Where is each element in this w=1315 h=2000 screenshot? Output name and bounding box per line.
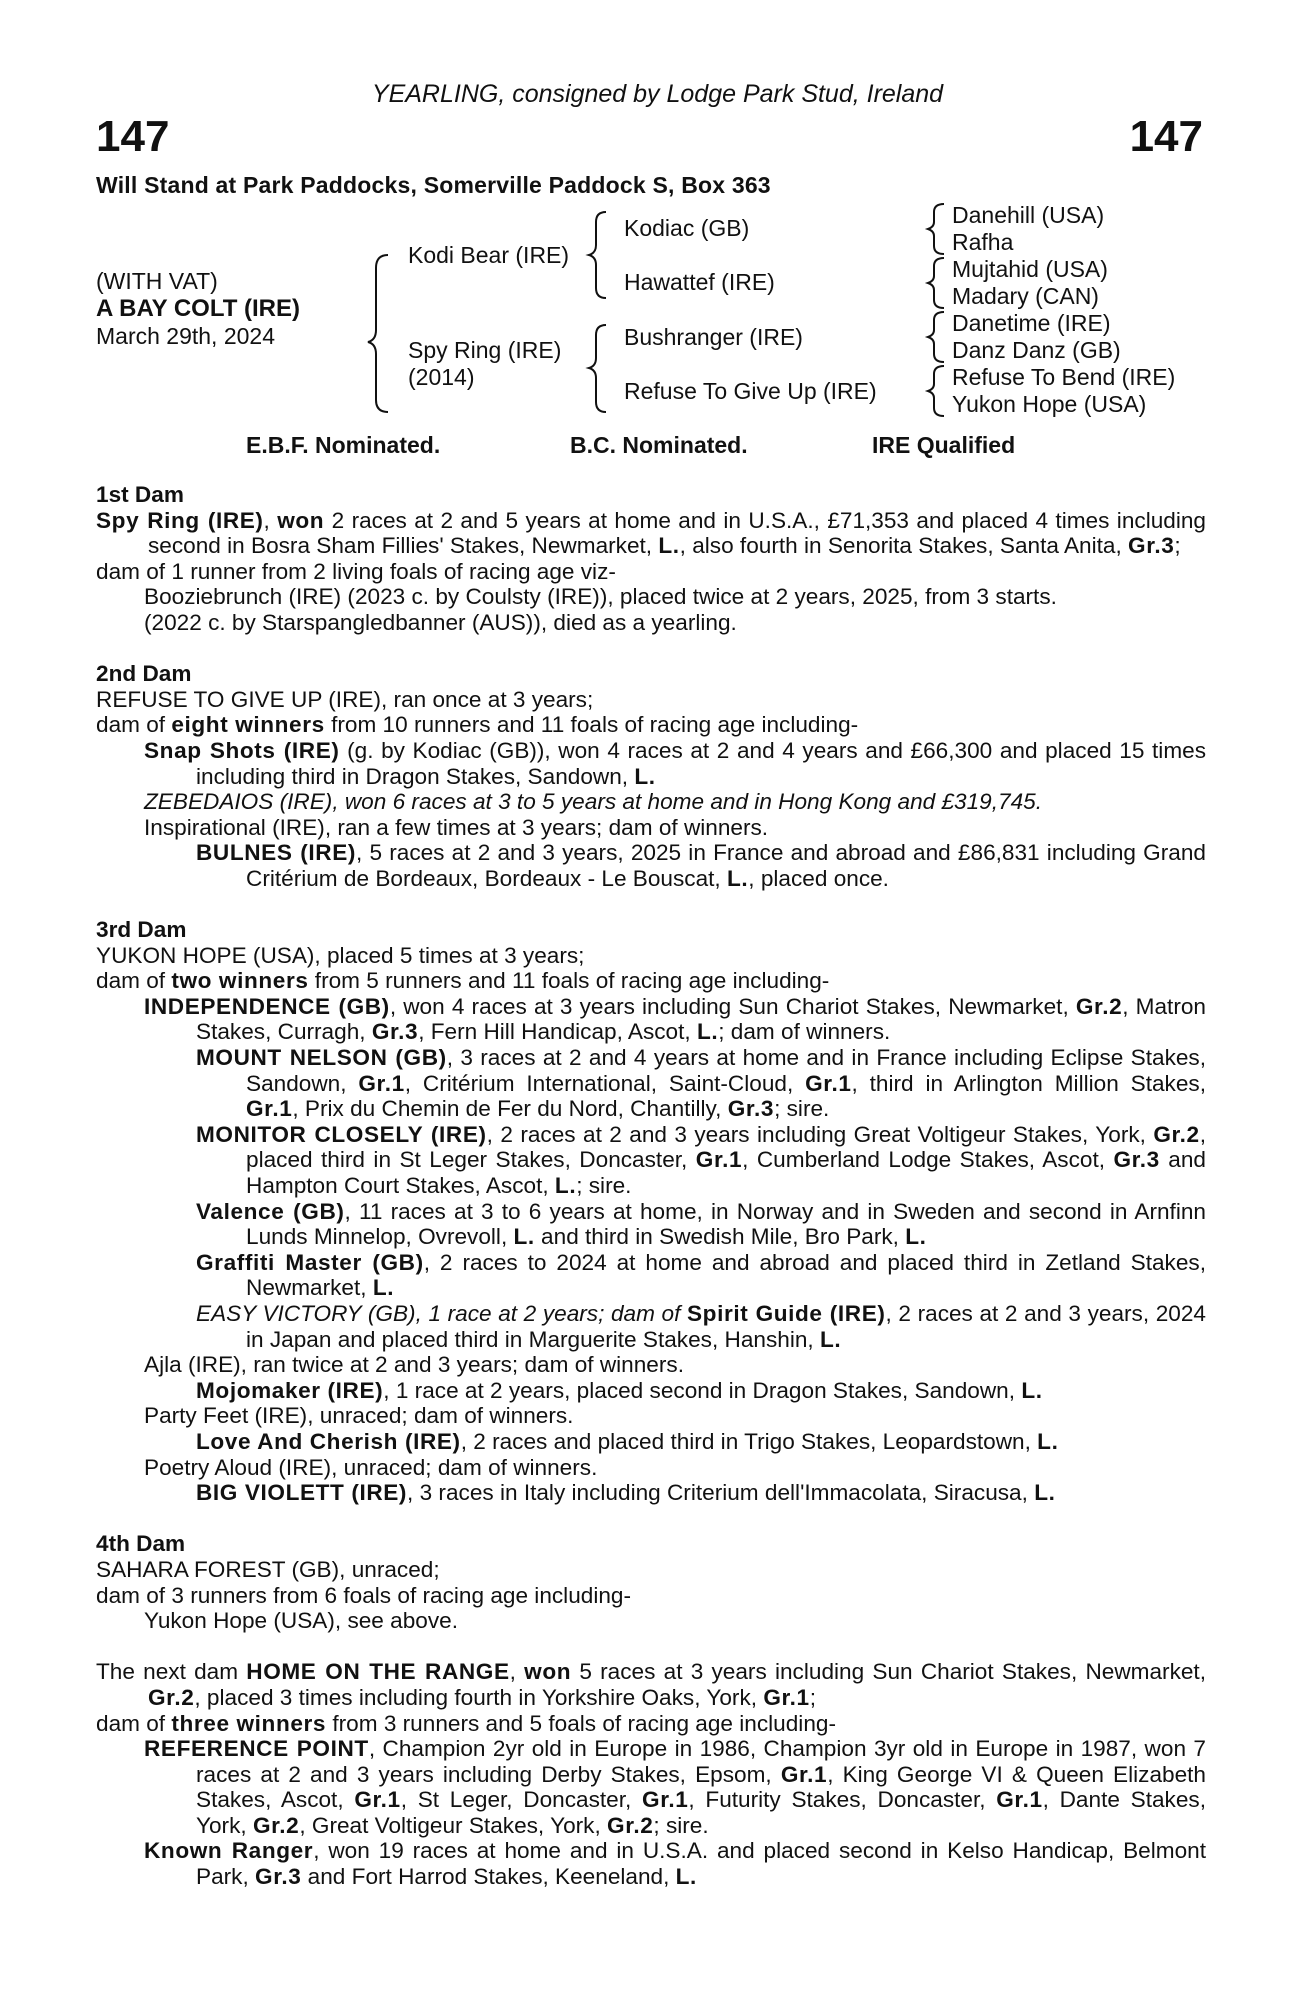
entry-text: L. bbox=[675, 1864, 697, 1890]
record-entry bbox=[96, 712, 1206, 738]
section-5 bbox=[96, 1659, 1206, 1889]
entry-text: from 5 runners and 11 foals of racing age including- bbox=[308, 968, 830, 994]
entry-text: Love And Cherish (IRE) bbox=[196, 1428, 461, 1454]
lot-subtitle: YEARLING, consigned by Lodge Park Stud, Ireland bbox=[371, 80, 944, 108]
entry-text: Gr.1 bbox=[246, 1096, 293, 1122]
horse-name: A BAY COLT (IRE) bbox=[96, 295, 301, 322]
entry-text: Gr.1 bbox=[695, 1147, 743, 1173]
record-entry bbox=[96, 994, 1206, 1045]
entry-text: YUKON HOPE (USA), placed 5 times at 3 years; bbox=[96, 942, 585, 968]
entry-text: Gr.3 bbox=[1113, 1147, 1160, 1173]
record-entry bbox=[96, 1736, 1206, 1838]
entry-text: two winners bbox=[171, 968, 309, 994]
record-entry bbox=[96, 1838, 1206, 1889]
entry-text: Gr.1 bbox=[805, 1070, 852, 1096]
entry-text: , 2 races at 2 and 3 years including Great Voltigeur Stakes, York, bbox=[486, 1121, 1154, 1147]
entry-text: , won 6 races at 3 to 5 years at home and in Hong Kong and £319,745. bbox=[332, 789, 1042, 815]
record-entry bbox=[96, 1199, 1206, 1250]
entry-text: Yukon Hope (USA), see above. bbox=[144, 1608, 458, 1634]
stand-location: Will Stand at Park Paddocks, Somerville Paddock S, Box 363 bbox=[96, 172, 771, 198]
entry-text: Booziebrunch (IRE) (2023 c. by Coulsty (IRE)), placed twice at 2 years, 2025, from 3 starts. bbox=[144, 584, 1057, 610]
ebf-nomination: E.B.F. Nominated. bbox=[246, 432, 441, 458]
entry-text: Gr.2 bbox=[607, 1812, 654, 1838]
record-entry bbox=[96, 1659, 1206, 1710]
entry-text: ; sire. bbox=[653, 1812, 709, 1838]
entry-text: , won 19 races at home and in U.S.A. and placed second in Kelso Handicap, Belmont Park, bbox=[196, 1838, 1206, 1890]
record-entry bbox=[96, 1378, 1206, 1404]
entry-text: L. bbox=[554, 1173, 577, 1199]
record-entry bbox=[96, 1711, 1206, 1737]
entry-text: dam of bbox=[96, 1710, 172, 1736]
brace-refuse bbox=[928, 366, 944, 416]
record-entry bbox=[96, 1301, 1206, 1352]
entry-text: won bbox=[277, 507, 325, 533]
entry-text: Gr.1 bbox=[763, 1684, 810, 1710]
entry-text: EASY VICTORY (GB) bbox=[196, 1301, 416, 1326]
entry-text: , Dante Stakes, York, bbox=[196, 1787, 1206, 1838]
lot-number-right: 147 bbox=[1129, 112, 1203, 161]
record-entry bbox=[96, 738, 1206, 789]
dam-name: Spy Ring (IRE) bbox=[408, 337, 562, 363]
entry-text: BULNES (IRE) bbox=[196, 840, 356, 866]
entry-text: MONITOR CLOSELY (IRE) bbox=[196, 1121, 487, 1147]
entry-text: L. bbox=[1021, 1377, 1043, 1403]
entry-text: , 2 races and placed third in Trigo Stakes, Leopardstown, bbox=[460, 1428, 1038, 1454]
entry-text: INDEPENDENCE (GB) bbox=[144, 993, 390, 1019]
horse-dob: March 29th, 2024 bbox=[96, 323, 276, 349]
entry-text: , 3 races in Italy including Criterium dell'Immacolata, Siracusa, bbox=[407, 1480, 1035, 1506]
entry-text: , Cumberland Lodge Stakes, Ascot, bbox=[742, 1147, 1114, 1173]
ire-qualified: IRE Qualified bbox=[872, 432, 1016, 458]
entry-text: ZEBEDAIOS (IRE) bbox=[144, 789, 333, 815]
record-entry bbox=[96, 840, 1206, 891]
entry-text: , placed once. bbox=[748, 865, 889, 891]
section-heading: 3rd Dam bbox=[96, 917, 187, 943]
entry-text: ; bbox=[809, 1684, 816, 1710]
entry-text: , third in Arlington Million Stakes, bbox=[851, 1070, 1206, 1096]
entry-text: and Fort Harrod Stakes, Keeneland, bbox=[301, 1864, 676, 1890]
entry-text: Gr.3 bbox=[371, 1019, 419, 1045]
produce-record bbox=[96, 482, 1206, 1890]
entry-text: L. bbox=[1034, 1480, 1056, 1506]
entry-text: Spirit Guide (IRE) bbox=[687, 1301, 886, 1326]
brace-bushranger bbox=[928, 312, 944, 362]
entry-text: , 1 race at 2 years, placed second in Dragon Stakes, Sandown, bbox=[383, 1377, 1022, 1403]
entry-text: eight winners bbox=[171, 712, 325, 738]
entry-text: , Futurity Stakes, Doncaster, bbox=[688, 1787, 997, 1813]
entry-text: Gr.1 bbox=[996, 1787, 1043, 1813]
section-heading: 4th Dam bbox=[96, 1531, 186, 1557]
entry-text: , 2 races at 2 and 3 years, 2024 in Japan and placed third in Marguerite Stakes, Hanshin, bbox=[246, 1301, 1207, 1352]
brace-sire bbox=[589, 212, 606, 298]
entry-text: (2022 c. by Starspangledbanner (AUS)), died as a yearling. bbox=[144, 609, 737, 635]
entry-text: Gr.1 bbox=[358, 1070, 405, 1096]
entry-text: L. bbox=[696, 1019, 719, 1045]
entry-text: L. bbox=[513, 1224, 535, 1250]
brace-gen1 bbox=[368, 255, 388, 412]
entry-text: ; bbox=[1174, 533, 1181, 559]
record-entry bbox=[96, 1045, 1206, 1122]
gen4-danetime: Danetime (IRE) bbox=[952, 310, 1111, 336]
record-entry bbox=[96, 1403, 1206, 1429]
entry-text: Gr.3 bbox=[1128, 533, 1175, 559]
entry-text: Party Feet (IRE), unraced; dam of winners. bbox=[144, 1403, 574, 1429]
entry-text: , placed 3 times including fourth in Yorkshire Oaks, York, bbox=[194, 1684, 764, 1710]
entry-text: REFUSE TO GIVE UP (IRE), ran once at 3 years; bbox=[96, 686, 594, 712]
entry-text: HOME ON THE RANGE bbox=[246, 1659, 510, 1685]
gen4-yukon-hope: Yukon Hope (USA) bbox=[952, 391, 1147, 417]
section-heading: 1st Dam bbox=[96, 482, 184, 507]
entry-text: The next dam bbox=[96, 1659, 247, 1685]
entry-text: Gr.3 bbox=[255, 1864, 302, 1890]
entry-text: , placed third in St Leger Stakes, Doncaster, bbox=[246, 1121, 1206, 1173]
gen4-madary: Madary (CAN) bbox=[952, 283, 1099, 309]
entry-text: Gr.1 bbox=[354, 1787, 401, 1813]
entry-text: SAHARA FOREST (GB), unraced; bbox=[96, 1556, 440, 1582]
entry-text: 2 races at 2 and 5 years at home and in U.S.A., £71,353 and placed 4 times including second in Bosra Sham Fillies' Stakes, Newmarket, bbox=[148, 507, 1206, 559]
entry-text: REFERENCE POINT bbox=[144, 1736, 369, 1762]
entry-text: dam of bbox=[96, 712, 172, 738]
record-entry bbox=[96, 1429, 1206, 1455]
entry-text: dam of 1 runner from 2 living foals of racing age viz- bbox=[96, 558, 616, 584]
record-entry bbox=[96, 1352, 1206, 1378]
entry-text: , 1 race at 2 years; dam of bbox=[415, 1301, 688, 1326]
record-entry bbox=[96, 508, 1206, 559]
gen4-mujtahid: Mujtahid (USA) bbox=[952, 256, 1108, 282]
entry-text: L. bbox=[372, 1275, 395, 1301]
bc-nomination: B.C. Nominated. bbox=[570, 432, 748, 458]
entry-text: ; dam of winners. bbox=[718, 1019, 891, 1045]
entry-text: Gr.2 bbox=[252, 1812, 300, 1838]
record-entry bbox=[96, 1557, 1206, 1583]
entry-text: from 3 runners and 5 foals of racing age including- bbox=[326, 1710, 836, 1736]
gen4-danehill: Danehill (USA) bbox=[952, 202, 1105, 228]
record-entry bbox=[96, 1480, 1206, 1506]
entry-text: three winners bbox=[171, 1710, 327, 1736]
entry-text: L. bbox=[819, 1326, 842, 1352]
gen4-rafha: Rafha bbox=[952, 229, 1014, 255]
brace-dam bbox=[589, 325, 606, 412]
record-entry bbox=[96, 584, 1206, 610]
brace-hawattef bbox=[928, 258, 944, 308]
entry-text: Inspirational (IRE), ran a few times at 3 years; dam of winners. bbox=[144, 814, 769, 840]
entry-text: , bbox=[263, 507, 278, 533]
entry-text: , St Leger, Doncaster, bbox=[400, 1787, 643, 1813]
record-entry bbox=[96, 815, 1206, 841]
entry-text: , Critérium International, Saint-Cloud, bbox=[404, 1070, 806, 1096]
gen4-danz-danz: Danz Danz (GB) bbox=[952, 337, 1121, 363]
section-1 bbox=[96, 482, 1206, 636]
brace-kodiac bbox=[928, 204, 944, 254]
section-3 bbox=[96, 917, 1206, 1506]
record-entry bbox=[96, 1122, 1206, 1199]
record-entry bbox=[96, 559, 1206, 585]
gen3-kodiac: Kodiac (GB) bbox=[624, 215, 750, 241]
entry-text: , 2 races to 2024 at home and abroad and placed third in Zetland Stakes, Newmarket, bbox=[246, 1249, 1206, 1301]
vat-note: (WITH VAT) bbox=[96, 268, 218, 294]
entry-text: , also fourth in Senorita Stakes, Santa Anita, bbox=[679, 533, 1129, 559]
entry-text: BIG VIOLETT (IRE) bbox=[196, 1480, 408, 1506]
entry-text: , 5 races at 2 and 3 years, 2025 in France and abroad and £86,831 including Grand Critérium de Bordeaux, Bordeaux - Le Bouscat, bbox=[246, 840, 1206, 891]
entry-text: (g. by Kodiac (GB)), won 4 races at 2 and 4 years and £66,300 and placed 15 times including third in Dragon Stakes, Sandown, bbox=[196, 737, 1206, 789]
record-entry bbox=[96, 687, 1206, 713]
record-entry bbox=[96, 968, 1206, 994]
record-entry bbox=[96, 943, 1206, 969]
entry-text: , Great Voltigeur Stakes, York, bbox=[299, 1812, 608, 1838]
entry-text: L. bbox=[1037, 1428, 1059, 1454]
entry-text: L. bbox=[658, 533, 680, 559]
entry-text: Gr.1 bbox=[780, 1761, 828, 1787]
entry-text: and third in Swedish Mile, Bro Park, bbox=[534, 1224, 906, 1250]
entry-text: Valence (GB) bbox=[196, 1198, 345, 1224]
entry-text: , won 4 races at 3 years including Sun Chariot Stakes, Newmarket, bbox=[389, 993, 1076, 1019]
section-2 bbox=[96, 661, 1206, 891]
entry-text: ; sire. bbox=[774, 1096, 830, 1122]
dam-year: (2014) bbox=[408, 364, 475, 390]
gen3-refuse-to-give-up: Refuse To Give Up (IRE) bbox=[624, 378, 877, 404]
entry-text: Gr.3 bbox=[727, 1096, 775, 1122]
entry-text: L. bbox=[634, 763, 656, 789]
entry-text: dam of bbox=[96, 968, 172, 994]
gen4-refuse-to-bend: Refuse To Bend (IRE) bbox=[952, 364, 1176, 390]
entry-text: 5 races at 3 years including Sun Chariot Stakes, Newmarket, bbox=[571, 1659, 1206, 1685]
lot-number-left: 147 bbox=[96, 112, 170, 161]
entry-text: Mojomaker (IRE) bbox=[196, 1377, 384, 1403]
entry-text: ; sire. bbox=[576, 1173, 632, 1199]
record-entry bbox=[96, 1583, 1206, 1609]
entry-text: from 10 runners and 11 foals of racing age including- bbox=[324, 712, 859, 738]
entry-text: , Champion 2yr old in Europe in 1986, Champion 3yr old in Europe in 1987, won 7 races at 2 and 3 years including Derby Stakes, Epsom, bbox=[196, 1736, 1206, 1787]
entry-text: , 3 races at 2 and 4 years at home and in France including Eclipse Stakes, Sandown, bbox=[246, 1045, 1207, 1096]
entry-text: L. bbox=[727, 865, 749, 891]
entry-text: , Prix du Chemin de Fer du Nord, Chantilly, bbox=[292, 1096, 728, 1122]
record-entry bbox=[96, 1608, 1206, 1634]
entry-text: and Hampton Court Stakes, Ascot, bbox=[246, 1147, 1206, 1199]
entry-text: , King George VI & Queen Elizabeth Stakes, Ascot, bbox=[196, 1761, 1206, 1813]
section-4 bbox=[96, 1531, 1206, 1633]
entry-text: , Fern Hill Handicap, Ascot, bbox=[418, 1019, 697, 1045]
entry-text: MOUNT NELSON (GB) bbox=[196, 1045, 447, 1071]
entry-text: , 11 races at 3 to 6 years at home, in Norway and in Sweden and second in Arnfinn Lunds Minnelop, Ovrevoll, bbox=[246, 1198, 1206, 1250]
entry-text: , Matron Stakes, Curragh, bbox=[196, 993, 1206, 1045]
section-heading: 2nd Dam bbox=[96, 661, 192, 687]
entry-text: Gr.2 bbox=[1075, 993, 1123, 1019]
entry-text: Known Ranger bbox=[144, 1838, 314, 1864]
entry-text: Poetry Aloud (IRE), unraced; dam of winners. bbox=[144, 1454, 598, 1480]
entry-text: Ajla (IRE), ran twice at 2 and 3 years; dam of winners. bbox=[144, 1352, 684, 1378]
entry-text: Spy Ring (IRE) bbox=[96, 507, 264, 533]
entry-text: Snap Shots (IRE) bbox=[144, 737, 340, 763]
gen3-bushranger: Bushranger (IRE) bbox=[624, 324, 803, 350]
entry-text: Gr.1 bbox=[642, 1787, 689, 1813]
entry-text: L. bbox=[905, 1224, 927, 1250]
entry-text: dam of 3 runners from 6 foals of racing age including- bbox=[96, 1582, 632, 1608]
record-entry bbox=[96, 610, 1206, 636]
entry-text: Gr.2 bbox=[148, 1684, 195, 1710]
entry-text: Graffiti Master (GB) bbox=[196, 1249, 424, 1275]
sire-name: Kodi Bear (IRE) bbox=[408, 242, 570, 268]
record-entry bbox=[96, 1455, 1206, 1481]
record-entry bbox=[96, 789, 1206, 815]
record-entry bbox=[96, 1250, 1206, 1301]
entry-text: won bbox=[524, 1659, 572, 1685]
gen3-hawattef: Hawattef (IRE) bbox=[624, 269, 775, 295]
entry-text: Gr.2 bbox=[1153, 1121, 1200, 1147]
entry-text: , bbox=[509, 1659, 525, 1685]
